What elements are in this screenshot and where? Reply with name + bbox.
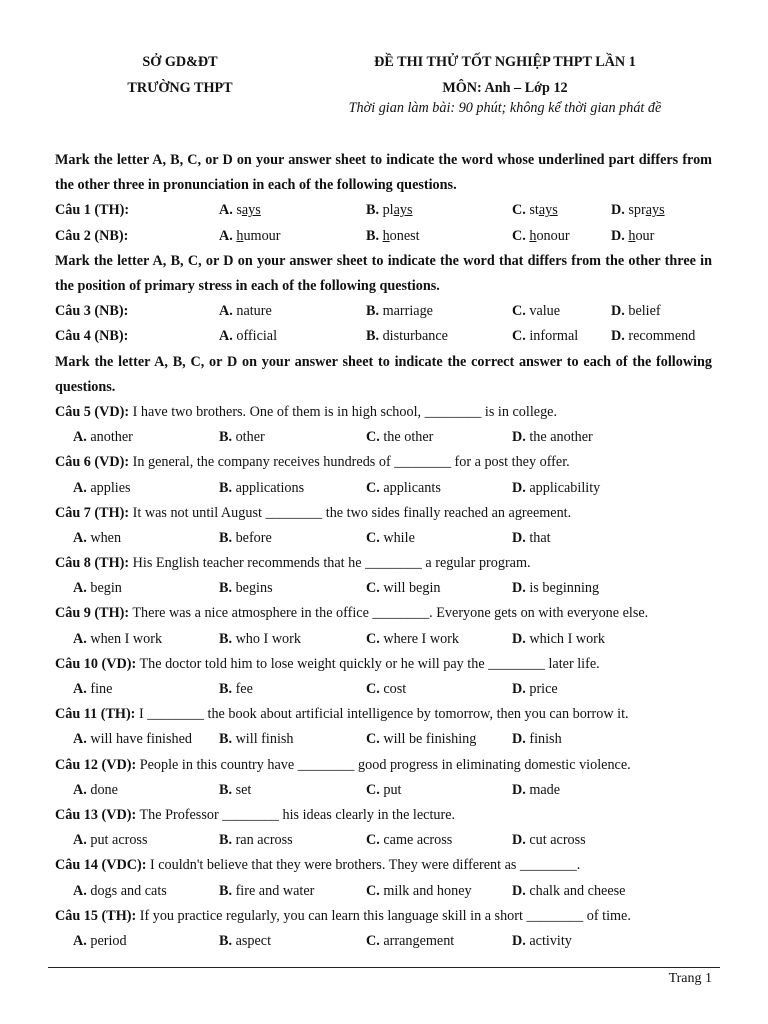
option-text: where I work — [383, 630, 459, 647]
option-text-pre: official — [236, 328, 278, 345]
options-row — [55, 879, 712, 904]
option-text: applicability — [529, 479, 601, 496]
answer-option — [219, 677, 253, 702]
option-text: while — [383, 529, 415, 546]
option-text: will have finished — [90, 731, 192, 748]
option-letter: D. — [512, 932, 526, 949]
page-number: Trang 1 — [668, 971, 712, 986]
underlined-part: h — [382, 227, 390, 244]
answer-option — [366, 778, 401, 803]
option-text: will finish — [235, 731, 294, 748]
answer-option — [366, 224, 420, 249]
option-letter: C. — [366, 630, 380, 647]
answer-option — [366, 929, 454, 954]
option-letter: D. — [512, 529, 526, 546]
question-text: It was not until August ________ the two sides finally reached an agreement. — [129, 504, 572, 521]
subject-line: MÔN: Anh – Lớp 12 — [442, 80, 568, 96]
option-letter: C. — [366, 882, 380, 899]
option-text-post: onour — [536, 227, 570, 244]
option-letter: A. — [73, 882, 87, 899]
option-text: applications — [235, 479, 305, 496]
option-text: set — [235, 781, 252, 798]
answer-option — [366, 627, 459, 652]
option-text: put — [383, 781, 402, 798]
option-text: put across — [90, 832, 148, 849]
question-text: There was a nice atmosphere in the office ________. Everyone gets on with everyone else. — [129, 605, 649, 622]
option-text: fire and water — [235, 882, 315, 899]
question-stem — [55, 450, 712, 475]
question-stem — [55, 904, 712, 929]
option-letter: A. — [73, 781, 87, 798]
question-text: In general, the company receives hundreds of ________ for a post they offer. — [129, 454, 570, 471]
answer-option — [512, 324, 578, 349]
underlined-part: ays — [538, 202, 558, 219]
exam-content — [55, 148, 712, 954]
question-stem — [55, 753, 712, 778]
option-text: fine — [90, 681, 113, 698]
option-text: dogs and cats — [90, 882, 167, 899]
underlined-part: ays — [393, 202, 413, 219]
answer-option — [219, 778, 251, 803]
option-letter: C. — [366, 529, 380, 546]
option-text-pre: pl — [382, 202, 394, 219]
option-text-pre: st — [529, 202, 539, 219]
option-text: price — [529, 681, 558, 698]
option-letter: C. — [366, 681, 380, 698]
option-text: done — [90, 781, 118, 798]
option-letter: D. — [512, 580, 526, 597]
answer-option — [366, 879, 472, 904]
option-text: when I work — [90, 630, 163, 647]
option-letter: D. — [512, 832, 526, 849]
underlined-part: h — [529, 227, 537, 244]
option-text: cut across — [529, 832, 586, 849]
option-letter: C. — [366, 731, 380, 748]
question-stem — [55, 601, 712, 626]
option-letter: B. — [219, 529, 233, 546]
option-text: chalk and cheese — [529, 882, 626, 899]
option-text: applies — [90, 479, 131, 496]
time-note: Thời gian làm bài: 90 phút; không kể thời gian phát đề — [348, 100, 662, 116]
footer-divider — [48, 967, 720, 968]
option-letter: D. — [611, 202, 625, 219]
option-letter: B. — [219, 731, 233, 748]
answer-option — [512, 727, 562, 752]
option-text-pre: value — [529, 303, 561, 320]
answer-option — [611, 198, 665, 223]
options-row — [55, 576, 712, 601]
question-text: I ________ the book about artificial intelligence by tomorrow, then you can borrow it. — [135, 706, 629, 723]
option-letter: D. — [512, 681, 526, 698]
question-stem — [55, 551, 712, 576]
answer-option — [73, 425, 133, 450]
question-label: Câu 9 (TH): — [55, 605, 130, 622]
option-letter: D. — [512, 479, 526, 496]
option-letter: C. — [366, 932, 380, 949]
option-letter: B. — [366, 328, 380, 345]
option-letter: B. — [219, 681, 233, 698]
option-text: when — [90, 529, 122, 546]
option-letter: B. — [366, 227, 380, 244]
question-label: Câu 12 (VD): — [55, 756, 137, 773]
option-letter: C. — [366, 580, 380, 597]
option-letter: D. — [512, 731, 526, 748]
answer-option — [219, 576, 273, 601]
option-text-pre: spr — [628, 202, 646, 219]
option-text: period — [90, 932, 127, 949]
answer-option — [73, 828, 147, 853]
instruction-stress: Mark the letter A, B, C, or D on your answer sheet to indicate the word that differs from the other three in the position of primary stress in each of the following questions. — [55, 252, 712, 294]
question-label: Câu 2 (NB): — [55, 227, 129, 244]
answer-option — [512, 929, 572, 954]
option-letter: A. — [219, 328, 233, 345]
option-letter: C. — [366, 479, 380, 496]
option-letter: D. — [512, 781, 526, 798]
answer-option — [366, 828, 452, 853]
exam-title: ĐỀ THI THỬ TỐT NGHIỆP THPT LẦN 1 — [374, 54, 636, 70]
option-letter: B. — [219, 630, 233, 647]
option-text: that — [529, 529, 551, 546]
option-letter: A. — [73, 580, 87, 597]
option-text: made — [529, 781, 561, 798]
answer-option — [219, 929, 271, 954]
question-label: Câu 14 (VDC): — [55, 857, 147, 874]
answer-option — [512, 627, 605, 652]
question-stem — [55, 501, 712, 526]
option-letter: A. — [219, 202, 233, 219]
option-letter: A. — [73, 479, 87, 496]
option-letter: C. — [512, 202, 526, 219]
question-label: Câu 8 (TH): — [55, 555, 130, 572]
answer-option — [611, 224, 654, 249]
option-letter: A. — [73, 529, 87, 546]
answer-option — [219, 526, 272, 551]
question-label: Câu 6 (VD): — [55, 454, 130, 471]
underlined-part: ays — [645, 202, 665, 219]
question-label: Câu 5 (VD): — [55, 403, 130, 420]
options-row — [55, 526, 712, 551]
question-text: If you practice regularly, you can learn this language skill in a short ________ of time. — [136, 907, 631, 924]
answer-option — [219, 198, 261, 223]
question-label: Câu 15 (TH): — [55, 907, 137, 924]
options-row — [55, 828, 712, 853]
option-letter: B. — [219, 781, 233, 798]
option-letter: D. — [611, 328, 625, 345]
answer-option — [512, 476, 600, 501]
question-stem — [55, 702, 712, 727]
question-row — [55, 224, 712, 249]
answer-option — [73, 727, 192, 752]
answer-option — [73, 677, 112, 702]
option-text: activity — [529, 932, 572, 949]
option-text-pre: s — [236, 202, 242, 219]
option-text: aspect — [235, 932, 272, 949]
option-letter: A. — [73, 932, 87, 949]
answer-option — [73, 627, 162, 652]
option-text-pre: belief — [628, 303, 661, 320]
answer-option — [219, 324, 277, 349]
option-letter: B. — [366, 202, 380, 219]
option-text: begin — [90, 580, 122, 597]
option-letter: A. — [219, 303, 233, 320]
answer-option — [73, 576, 122, 601]
question-label: Câu 1 (TH): — [55, 202, 130, 219]
answer-option — [366, 576, 440, 601]
options-row — [55, 476, 712, 501]
option-letter: D. — [512, 429, 526, 446]
options-row — [55, 425, 712, 450]
answer-option — [219, 476, 304, 501]
option-letter: D. — [611, 227, 625, 244]
answer-option — [611, 324, 695, 349]
option-text: finish — [529, 731, 562, 748]
option-text-pre: disturbance — [382, 328, 448, 345]
instruction-correct-answer: Mark the letter A, B, C, or D on your answer sheet to indicate the correct answer to each of the following questions. — [55, 353, 712, 395]
answer-option — [73, 929, 127, 954]
question-stem — [55, 652, 712, 677]
school-name: TRƯỜNG THPT — [127, 80, 233, 96]
option-text: begins — [235, 580, 273, 597]
answer-option — [366, 677, 406, 702]
option-text: cost — [383, 681, 407, 698]
option-text: will be finishing — [383, 731, 477, 748]
option-text: the another — [529, 429, 593, 446]
question-label: Câu 3 (NB): — [55, 303, 129, 320]
option-text-post: our — [635, 227, 655, 244]
answer-option — [219, 627, 301, 652]
question-text: I have two brothers. One of them is in high school, ________ is in college. — [129, 403, 558, 420]
option-text: fee — [235, 681, 253, 698]
question-text: The Professor ________ his ideas clearly in the lecture. — [136, 806, 456, 823]
option-text: who I work — [235, 630, 301, 647]
answer-option — [512, 299, 560, 324]
answer-option — [219, 727, 294, 752]
question-text: The doctor told him to lose weight quickly or he will pay the ________ later life. — [136, 655, 600, 672]
option-letter: D. — [512, 630, 526, 647]
answer-option — [512, 526, 551, 551]
header-left — [80, 49, 280, 101]
answer-option — [366, 476, 441, 501]
answer-option — [366, 324, 448, 349]
option-text: arrangement — [383, 932, 455, 949]
question-stem — [55, 400, 712, 425]
options-row — [55, 778, 712, 803]
option-letter: A. — [73, 630, 87, 647]
answer-option — [366, 727, 476, 752]
option-letter: C. — [512, 303, 526, 320]
answer-option — [73, 526, 121, 551]
option-text: will begin — [383, 580, 441, 597]
option-letter: A. — [73, 681, 87, 698]
question-row — [55, 324, 712, 349]
underlined-part: h — [236, 227, 244, 244]
options-row — [55, 627, 712, 652]
header-right — [300, 49, 710, 117]
question-text: I couldn't believe that they were brothers. They were different as ________. — [146, 857, 581, 874]
answer-option — [512, 425, 593, 450]
option-letter: B. — [219, 479, 233, 496]
answer-option — [73, 778, 118, 803]
option-text: milk and honey — [383, 882, 472, 899]
option-text-pre: nature — [236, 303, 272, 320]
option-letter: A. — [73, 832, 87, 849]
question-label: Câu 7 (TH): — [55, 504, 130, 521]
option-text-post: onest — [389, 227, 420, 244]
option-letter: A. — [219, 227, 233, 244]
answer-option — [219, 425, 265, 450]
option-letter: B. — [219, 882, 233, 899]
answer-option — [73, 476, 131, 501]
options-row — [55, 677, 712, 702]
underlined-part: ays — [241, 202, 261, 219]
answer-option — [512, 224, 570, 249]
option-text: which I work — [529, 630, 605, 647]
option-text: is beginning — [529, 580, 600, 597]
option-letter: A. — [73, 731, 87, 748]
option-text-pre: informal — [529, 328, 579, 345]
option-letter: C. — [366, 429, 380, 446]
question-stem — [55, 803, 712, 828]
question-label: Câu 11 (TH): — [55, 706, 136, 723]
department-name: SỞ GD&ĐT — [142, 54, 218, 70]
option-letter: B. — [219, 932, 233, 949]
option-letter: B. — [219, 832, 233, 849]
answer-option — [366, 299, 433, 324]
answer-option — [219, 828, 293, 853]
option-text-pre: marriage — [382, 303, 433, 320]
question-row — [55, 198, 712, 223]
option-letter: C. — [512, 328, 526, 345]
answer-option — [366, 425, 433, 450]
option-text: other — [235, 429, 265, 446]
option-letter: C. — [366, 781, 380, 798]
answer-option — [366, 198, 413, 223]
option-text: applicants — [383, 479, 441, 496]
question-text: People in this country have ________ good progress in eliminating domestic violence. — [136, 756, 631, 773]
answer-option — [73, 879, 167, 904]
answer-option — [512, 778, 560, 803]
answer-option — [611, 299, 661, 324]
option-letter: B. — [219, 429, 233, 446]
option-text: before — [235, 529, 272, 546]
option-text: the other — [383, 429, 434, 446]
question-label: Câu 13 (VD): — [55, 806, 137, 823]
question-label: Câu 10 (VD): — [55, 655, 137, 672]
option-letter: C. — [512, 227, 526, 244]
answer-option — [219, 224, 280, 249]
option-text: came across — [383, 832, 453, 849]
option-letter: A. — [73, 429, 87, 446]
option-text-post: umour — [243, 227, 281, 244]
answer-option — [512, 198, 558, 223]
options-row — [55, 727, 712, 752]
question-label: Câu 4 (NB): — [55, 328, 129, 345]
instruction-pronunciation: Mark the letter A, B, C, or D on your answer sheet to indicate the word whose underlined part differs from the other three in pronunciation in each of the following questions. — [55, 152, 712, 194]
underlined-part: h — [628, 227, 636, 244]
option-letter: B. — [219, 580, 233, 597]
option-letter: D. — [512, 882, 526, 899]
answer-option — [366, 526, 415, 551]
answer-option — [512, 677, 558, 702]
option-letter: D. — [611, 303, 625, 320]
options-row — [55, 929, 712, 954]
question-row — [55, 299, 712, 324]
option-text: ran across — [235, 832, 293, 849]
question-stem — [55, 853, 712, 878]
question-text: His English teacher recommends that he ________ a regular program. — [129, 555, 531, 572]
option-letter: C. — [366, 832, 380, 849]
option-text: another — [90, 429, 133, 446]
option-text-pre: recommend — [628, 328, 696, 345]
answer-option — [512, 879, 625, 904]
answer-option — [219, 879, 314, 904]
answer-option — [219, 299, 272, 324]
answer-option — [512, 576, 599, 601]
option-letter: B. — [366, 303, 380, 320]
answer-option — [512, 828, 586, 853]
